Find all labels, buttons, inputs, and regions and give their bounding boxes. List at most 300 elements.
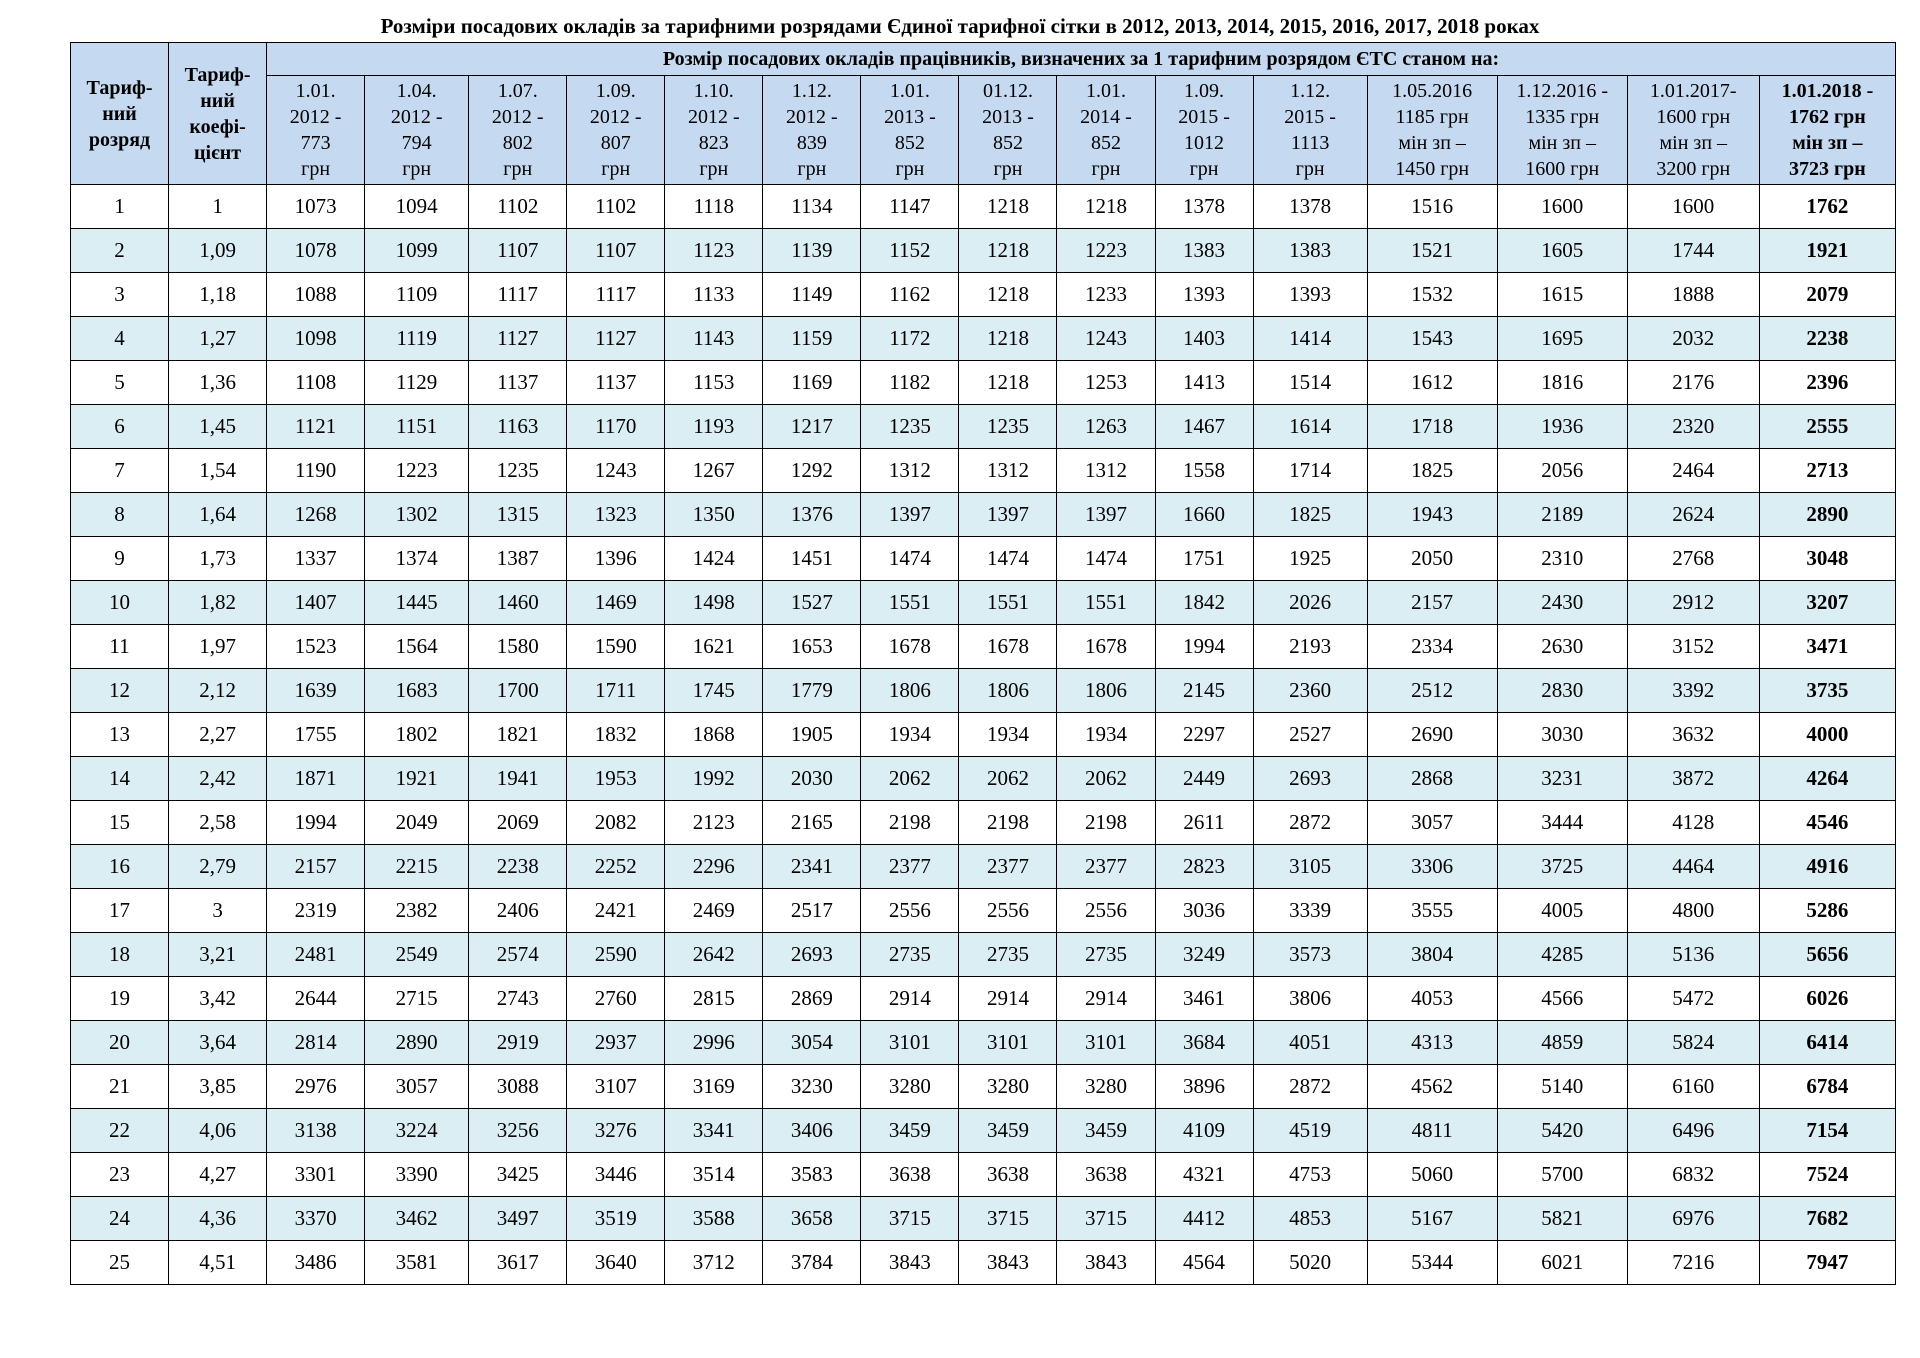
salary-cell: 1403 (1155, 317, 1253, 361)
header-date-9: 1.01. 2014 - 852 грн (1057, 76, 1155, 185)
salary-cell: 1129 (365, 361, 469, 405)
salary-cell: 2430 (1497, 581, 1627, 625)
salary-cell: 3461 (1155, 977, 1253, 1021)
salary-cell: 3390 (365, 1153, 469, 1197)
salary-cell: 1413 (1155, 361, 1253, 405)
salary-cell: 3048 (1759, 537, 1895, 581)
header-date-3: 1.07. 2012 - 802 грн (469, 76, 567, 185)
salary-cell: 2157 (1367, 581, 1497, 625)
salary-cell: 3486 (267, 1241, 365, 1285)
salary-cell: 3057 (365, 1065, 469, 1109)
salary-cell: 1653 (763, 625, 861, 669)
salary-cell: 2464 (1627, 449, 1759, 493)
salary-cell: 1660 (1155, 493, 1253, 537)
salary-cell: 3276 (567, 1109, 665, 1153)
salary-cell: 1149 (763, 273, 861, 317)
salary-cell: 1127 (469, 317, 567, 361)
salary-cell: 3462 (365, 1197, 469, 1241)
salary-cell: 3784 (763, 1241, 861, 1285)
salary-cell: 5286 (1759, 889, 1895, 933)
salary-cell: 1551 (1057, 581, 1155, 625)
table-row (71, 1021, 1896, 1065)
salary-cell: 1516 (1367, 185, 1497, 229)
header-date-7: 1.01. 2013 - 852 грн (861, 76, 959, 185)
salary-cell: 3152 (1627, 625, 1759, 669)
salary-cell: 2377 (1057, 845, 1155, 889)
salary-cell: 1445 (365, 581, 469, 625)
salary-cell: 2868 (1367, 757, 1497, 801)
salary-cell: 1467 (1155, 405, 1253, 449)
salary-cell: 2914 (861, 977, 959, 1021)
rank-cell: 10 (71, 581, 169, 625)
salary-cell: 1378 (1253, 185, 1367, 229)
salary-cell: 2914 (1057, 977, 1155, 1021)
table-row (71, 933, 1896, 977)
salary-cell: 2157 (267, 845, 365, 889)
salary-cell: 2512 (1367, 669, 1497, 713)
salary-cell: 2743 (469, 977, 567, 1021)
header-date-13: 1.12.2016 - 1335 грн мін зп – 1600 грн (1497, 76, 1627, 185)
salary-cell: 1170 (567, 405, 665, 449)
salary-cell: 1600 (1497, 185, 1627, 229)
salary-cell: 1934 (861, 713, 959, 757)
salary-cell: 1312 (959, 449, 1057, 493)
salary-cell: 2062 (861, 757, 959, 801)
salary-cell: 2079 (1759, 273, 1895, 317)
rank-cell: 17 (71, 889, 169, 933)
rank-cell: 21 (71, 1065, 169, 1109)
salary-cell: 6832 (1627, 1153, 1759, 1197)
salary-cell: 1172 (861, 317, 959, 361)
salary-cell: 1751 (1155, 537, 1253, 581)
salary-cell: 2760 (567, 977, 665, 1021)
salary-cell: 2062 (959, 757, 1057, 801)
salary-cell: 1315 (469, 493, 567, 537)
salary-cell: 3843 (1057, 1241, 1155, 1285)
salary-cell: 2334 (1367, 625, 1497, 669)
salary-cell: 1451 (763, 537, 861, 581)
salary-cell: 1407 (267, 581, 365, 625)
salary-cell: 4800 (1627, 889, 1759, 933)
salary-cell: 1474 (959, 537, 1057, 581)
salary-cell: 1218 (959, 229, 1057, 273)
salary-cell: 2996 (665, 1021, 763, 1065)
salary-cell: 3101 (861, 1021, 959, 1065)
salary-cell: 1460 (469, 581, 567, 625)
salary-cell: 1139 (763, 229, 861, 273)
salary-cell: 3406 (763, 1109, 861, 1153)
salary-cell: 2590 (567, 933, 665, 977)
salary-cell: 1700 (469, 669, 567, 713)
salary-cell: 1163 (469, 405, 567, 449)
salary-cell: 2252 (567, 845, 665, 889)
salary-cell: 1806 (861, 669, 959, 713)
table-row (71, 889, 1896, 933)
salary-cell: 1992 (665, 757, 763, 801)
salary-cell: 2890 (1759, 493, 1895, 537)
salary-cell: 3138 (267, 1109, 365, 1153)
salary-cell: 5344 (1367, 1241, 1497, 1285)
salary-cell: 1639 (267, 669, 365, 713)
salary-cell: 1098 (267, 317, 365, 361)
salary-cell: 4128 (1627, 801, 1759, 845)
salary-cell: 2165 (763, 801, 861, 845)
rank-cell: 11 (71, 625, 169, 669)
header-date-8: 01.12. 2013 - 852 грн (959, 76, 1057, 185)
salary-cell: 1094 (365, 185, 469, 229)
salary-cell: 1193 (665, 405, 763, 449)
salary-cell: 2198 (959, 801, 1057, 845)
coefficient-cell: 1,27 (169, 317, 267, 361)
rank-cell: 22 (71, 1109, 169, 1153)
coefficient-cell: 4,36 (169, 1197, 267, 1241)
rank-cell: 12 (71, 669, 169, 713)
salary-cell: 3514 (665, 1153, 763, 1197)
salary-cell: 1078 (267, 229, 365, 273)
document-title: Розміри посадових окладів за тарифними розрядами Єдиної тарифної сітки в 2012, 2013, 2014, 2015, 2016, 2017, 2018 роках (380, 14, 1540, 38)
coefficient-cell: 2,27 (169, 713, 267, 757)
salary-cell: 7682 (1759, 1197, 1895, 1241)
salary-cell: 1253 (1057, 361, 1155, 405)
table-row (71, 757, 1896, 801)
header-date-5: 1.10. 2012 - 823 грн (665, 76, 763, 185)
salary-cell: 2715 (365, 977, 469, 1021)
salary-cell: 2642 (665, 933, 763, 977)
salary-cell: 1614 (1253, 405, 1367, 449)
salary-cell: 3715 (861, 1197, 959, 1241)
salary-cell: 4051 (1253, 1021, 1367, 1065)
salary-cell: 4853 (1253, 1197, 1367, 1241)
salary-cell: 4005 (1497, 889, 1627, 933)
coefficient-cell: 2,42 (169, 757, 267, 801)
salary-cell: 7154 (1759, 1109, 1895, 1153)
salary-cell: 1302 (365, 493, 469, 537)
coefficient-cell: 1,54 (169, 449, 267, 493)
header-coefficient: Тариф- ний коефі- цієнт (169, 43, 267, 185)
salary-cell: 2082 (567, 801, 665, 845)
rank-cell: 1 (71, 185, 169, 229)
salary-cell: 1292 (763, 449, 861, 493)
salary-cell: 1825 (1253, 493, 1367, 537)
salary-cell: 3806 (1253, 977, 1367, 1021)
salary-cell: 4313 (1367, 1021, 1497, 1065)
salary-cell: 1323 (567, 493, 665, 537)
salary-cell: 1683 (365, 669, 469, 713)
salary-cell: 3583 (763, 1153, 861, 1197)
salary-cell: 2872 (1253, 801, 1367, 845)
salary-cell: 2297 (1155, 713, 1253, 757)
salary-cell: 3207 (1759, 581, 1895, 625)
salary-cell: 3169 (665, 1065, 763, 1109)
salary-cell: 1779 (763, 669, 861, 713)
header-date-10: 1.09. 2015 - 1012 грн (1155, 76, 1253, 185)
salary-cell: 1350 (665, 493, 763, 537)
salary-cell: 2555 (1759, 405, 1895, 449)
salary-cell: 3392 (1627, 669, 1759, 713)
salary-cell: 3715 (1057, 1197, 1155, 1241)
header-date-15: 1.01.2018 - 1762 грн мін зп – 3723 грн (1759, 76, 1895, 185)
salary-cell: 4859 (1497, 1021, 1627, 1065)
header-date-1: 1.01. 2012 - 773 грн (267, 76, 365, 185)
salary-cell: 3459 (861, 1109, 959, 1153)
salary-cell: 3843 (959, 1241, 1057, 1285)
salary-cell: 3872 (1627, 757, 1759, 801)
salary-cell: 1868 (665, 713, 763, 757)
salary-cell: 5700 (1497, 1153, 1627, 1197)
salary-cell: 1521 (1367, 229, 1497, 273)
salary-cell: 3057 (1367, 801, 1497, 845)
salary-cell: 2481 (267, 933, 365, 977)
salary-cell: 2193 (1253, 625, 1367, 669)
salary-cell: 2830 (1497, 669, 1627, 713)
table-row (71, 625, 1896, 669)
salary-cell: 2215 (365, 845, 469, 889)
salary-cell: 1941 (469, 757, 567, 801)
salary-cell: 1718 (1367, 405, 1497, 449)
salary-cell: 2382 (365, 889, 469, 933)
salary-cell: 2320 (1627, 405, 1759, 449)
salary-cell: 1143 (665, 317, 763, 361)
salary-cell: 1590 (567, 625, 665, 669)
salary-cell: 3638 (1057, 1153, 1155, 1197)
salary-cell: 2556 (1057, 889, 1155, 933)
table-row (71, 1197, 1896, 1241)
salary-cell: 3471 (1759, 625, 1895, 669)
salary-cell: 5136 (1627, 933, 1759, 977)
salary-cell: 2310 (1497, 537, 1627, 581)
salary-cell: 3101 (1057, 1021, 1155, 1065)
salary-cell: 2815 (665, 977, 763, 1021)
salary-cell: 3735 (1759, 669, 1895, 713)
salary-cell: 3459 (959, 1109, 1057, 1153)
salary-cell: 1337 (267, 537, 365, 581)
table-row (71, 537, 1896, 581)
coefficient-cell: 1 (169, 185, 267, 229)
salary-cell: 3725 (1497, 845, 1627, 889)
salary-cell: 1523 (267, 625, 365, 669)
salary-cell: 2026 (1253, 581, 1367, 625)
salary-cell: 1527 (763, 581, 861, 625)
rank-cell: 4 (71, 317, 169, 361)
table-row (71, 713, 1896, 757)
table-row (71, 405, 1896, 449)
salary-cell: 3105 (1253, 845, 1367, 889)
coefficient-cell: 2,12 (169, 669, 267, 713)
salary-cell: 2693 (763, 933, 861, 977)
salary-cell: 1612 (1367, 361, 1497, 405)
salary-cell: 2069 (469, 801, 567, 845)
coefficient-cell: 1,18 (169, 273, 267, 317)
salary-cell: 4109 (1155, 1109, 1253, 1153)
salary-cell: 5167 (1367, 1197, 1497, 1241)
salary-cell: 1134 (763, 185, 861, 229)
coefficient-cell: 2,58 (169, 801, 267, 845)
salary-cell: 1218 (959, 185, 1057, 229)
salary-cell: 1615 (1497, 273, 1627, 317)
coefficient-cell: 1,64 (169, 493, 267, 537)
header-date-14: 1.01.2017- 1600 грн мін зп – 3200 грн (1627, 76, 1759, 185)
salary-cell: 1498 (665, 581, 763, 625)
salary-cell: 3107 (567, 1065, 665, 1109)
salary-cell: 2377 (959, 845, 1057, 889)
salary-cell: 3341 (665, 1109, 763, 1153)
coefficient-cell: 2,79 (169, 845, 267, 889)
rank-cell: 9 (71, 537, 169, 581)
salary-cell: 3581 (365, 1241, 469, 1285)
rank-cell: 19 (71, 977, 169, 1021)
header-date-2: 1.04. 2012 - 794 грн (365, 76, 469, 185)
table-row (71, 229, 1896, 273)
table-row (71, 361, 1896, 405)
coefficient-cell: 3,85 (169, 1065, 267, 1109)
salary-cell: 1117 (469, 273, 567, 317)
salary-cell: 4562 (1367, 1065, 1497, 1109)
salary-cell: 5821 (1497, 1197, 1627, 1241)
salary-cell: 1921 (1759, 229, 1895, 273)
table-row (71, 669, 1896, 713)
salary-cell: 1474 (861, 537, 959, 581)
salary-cell: 1934 (959, 713, 1057, 757)
salary-cell: 1218 (959, 361, 1057, 405)
salary-cell: 3617 (469, 1241, 567, 1285)
rank-cell: 2 (71, 229, 169, 273)
salary-cell: 1925 (1253, 537, 1367, 581)
salary-cell: 1714 (1253, 449, 1367, 493)
salary-cell: 1600 (1627, 185, 1759, 229)
salary-cell: 1378 (1155, 185, 1253, 229)
salary-cell: 6026 (1759, 977, 1895, 1021)
salary-cell: 1235 (861, 405, 959, 449)
salary-cell: 2406 (469, 889, 567, 933)
salary-cell: 7947 (1759, 1241, 1895, 1285)
salary-cell: 1121 (267, 405, 365, 449)
salary-cell: 3444 (1497, 801, 1627, 845)
salary-cell: 1711 (567, 669, 665, 713)
coefficient-cell: 4,27 (169, 1153, 267, 1197)
rank-cell: 6 (71, 405, 169, 449)
salary-cell: 1109 (365, 273, 469, 317)
salary-cell: 6784 (1759, 1065, 1895, 1109)
salary-cell: 1133 (665, 273, 763, 317)
salary-cell: 1383 (1253, 229, 1367, 273)
salary-cell: 3088 (469, 1065, 567, 1109)
salary-cell: 1235 (959, 405, 1057, 449)
salary-cell: 2198 (1057, 801, 1155, 845)
salary-cell: 1267 (665, 449, 763, 493)
salary-cell: 1745 (665, 669, 763, 713)
salary-cell: 1469 (567, 581, 665, 625)
salary-cell: 4916 (1759, 845, 1895, 889)
header-date-6: 1.12. 2012 - 839 грн (763, 76, 861, 185)
salary-cell: 4412 (1155, 1197, 1253, 1241)
salary-cell: 3459 (1057, 1109, 1155, 1153)
salary-cell: 2735 (959, 933, 1057, 977)
salary-cell: 1806 (1057, 669, 1155, 713)
salary-cell: 1821 (469, 713, 567, 757)
salary-cell: 6160 (1627, 1065, 1759, 1109)
salary-cell: 1842 (1155, 581, 1253, 625)
salary-cell: 1414 (1253, 317, 1367, 361)
salary-cell: 2189 (1497, 493, 1627, 537)
salary-cell: 1543 (1367, 317, 1497, 361)
header-date-12: 1.05.2016 1185 грн мін зп – 1450 грн (1367, 76, 1497, 185)
salary-cell: 2735 (1057, 933, 1155, 977)
salary-cell: 3804 (1367, 933, 1497, 977)
salary-cell: 1396 (567, 537, 665, 581)
salary-cell: 2469 (665, 889, 763, 933)
salary-cell: 3306 (1367, 845, 1497, 889)
salary-cell: 3573 (1253, 933, 1367, 977)
table-row (71, 1109, 1896, 1153)
table-row (71, 845, 1896, 889)
salary-cell: 1137 (469, 361, 567, 405)
coefficient-cell: 1,73 (169, 537, 267, 581)
salary-cell: 1871 (267, 757, 365, 801)
salary-cell: 2062 (1057, 757, 1155, 801)
salary-cell: 2574 (469, 933, 567, 977)
salary-cell: 3101 (959, 1021, 1057, 1065)
salary-cell: 5140 (1497, 1065, 1627, 1109)
rank-cell: 3 (71, 273, 169, 317)
salary-cell: 1102 (567, 185, 665, 229)
salary-cell: 2549 (365, 933, 469, 977)
coefficient-cell: 3,64 (169, 1021, 267, 1065)
rank-cell: 25 (71, 1241, 169, 1285)
salary-cell: 1564 (365, 625, 469, 669)
rank-cell: 7 (71, 449, 169, 493)
salary-cell: 4519 (1253, 1109, 1367, 1153)
salary-cell: 2735 (861, 933, 959, 977)
salary-cell: 5656 (1759, 933, 1895, 977)
salary-cell: 3339 (1253, 889, 1367, 933)
salary-cell: 3030 (1497, 713, 1627, 757)
salary-cell: 1117 (567, 273, 665, 317)
salary-cell: 2238 (1759, 317, 1895, 361)
salary-cell: 2556 (959, 889, 1057, 933)
salary-cell: 2319 (267, 889, 365, 933)
salary-cell: 1235 (469, 449, 567, 493)
salary-cell: 1921 (365, 757, 469, 801)
salary-cell: 1218 (959, 317, 1057, 361)
salary-cell: 1994 (267, 801, 365, 845)
salary-cell: 1223 (1057, 229, 1155, 273)
salary-cell: 6496 (1627, 1109, 1759, 1153)
salary-cell: 3249 (1155, 933, 1253, 977)
salary-cell: 1424 (665, 537, 763, 581)
salary-cell: 2912 (1627, 581, 1759, 625)
salary-cell: 2123 (665, 801, 763, 845)
salary-cell: 4285 (1497, 933, 1627, 977)
salary-cell: 3446 (567, 1153, 665, 1197)
salary-cell: 3230 (763, 1065, 861, 1109)
salary-cell: 1137 (567, 361, 665, 405)
salary-cell: 3715 (959, 1197, 1057, 1241)
salary-cell: 1152 (861, 229, 959, 273)
table-row (71, 273, 1896, 317)
salary-cell: 2872 (1253, 1065, 1367, 1109)
salary-cell: 1223 (365, 449, 469, 493)
salary-cell: 1312 (861, 449, 959, 493)
coefficient-cell: 3 (169, 889, 267, 933)
salary-cell: 1119 (365, 317, 469, 361)
salary-cell: 1934 (1057, 713, 1155, 757)
salary-cell: 3054 (763, 1021, 861, 1065)
table-row (71, 801, 1896, 845)
salary-cell: 3425 (469, 1153, 567, 1197)
salary-cell: 1088 (267, 273, 365, 317)
salary-cell: 2238 (469, 845, 567, 889)
salary-cell: 2690 (1367, 713, 1497, 757)
